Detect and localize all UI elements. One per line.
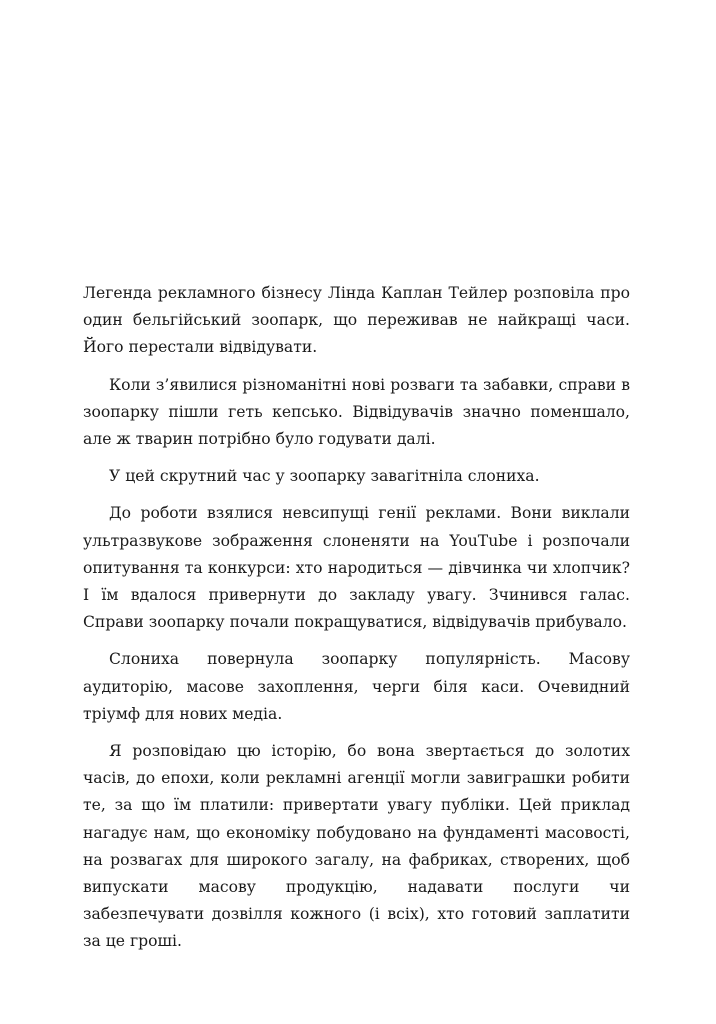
- paragraph-2: Коли з’явилися різноманітні нові розваги та забавки, справи в зоопарку пішли геть кепсько. Відвідувачів значно поменшало, але ж тварин потрібно було годувати далі.: [83, 375, 630, 449]
- paragraph-1: Легенда рекламного бізнесу Лінда Каплан Тейлер розповіла про один бельгійський зоопарк, що переживав не найкращі часи. Його перестали відвідувати.: [83, 284, 630, 357]
- paragraph-5: Слониха повернула зоопарку популярність. Масову аудиторію, масове захоплення, черги біля каси. Очевидний тріумф для нових медіа.: [83, 650, 630, 723]
- paragraph-3: У цей скрутний час у зоопарку завагітніла слониха.: [109, 467, 540, 486]
- paragraph-4: До роботи взялися невсипущі генії реклами. Вони виклали ультразвукове зображення слоненяти на YouTube і розпочали опитування та конкурси: хто народиться — дівчинка чи хлопчик? І їм вдалося привернути до закладу увагу. Зчинився галас. Справи зоопарку почали покращуватися, відвідувачів прибувало.: [83, 504, 630, 632]
- page-body-text: [83, 280, 630, 966]
- paragraph-6: Я розповідаю цю історію, бо вона звертається до золотих часів, до епохи, коли рекламні агенції могли завиграшки робити те, за що їм платили: привертати увагу публіки. Цей приклад нагадує нам, що економіку побудовано на фундаменті масовості, на розвагах для широкого загалу, на фабриках, створених, щоб випускати масову продукцію, надавати послуги чи забезпечувати дозвілля кожного (і всіх), хто готовий заплатити за це гроші.: [83, 742, 630, 951]
